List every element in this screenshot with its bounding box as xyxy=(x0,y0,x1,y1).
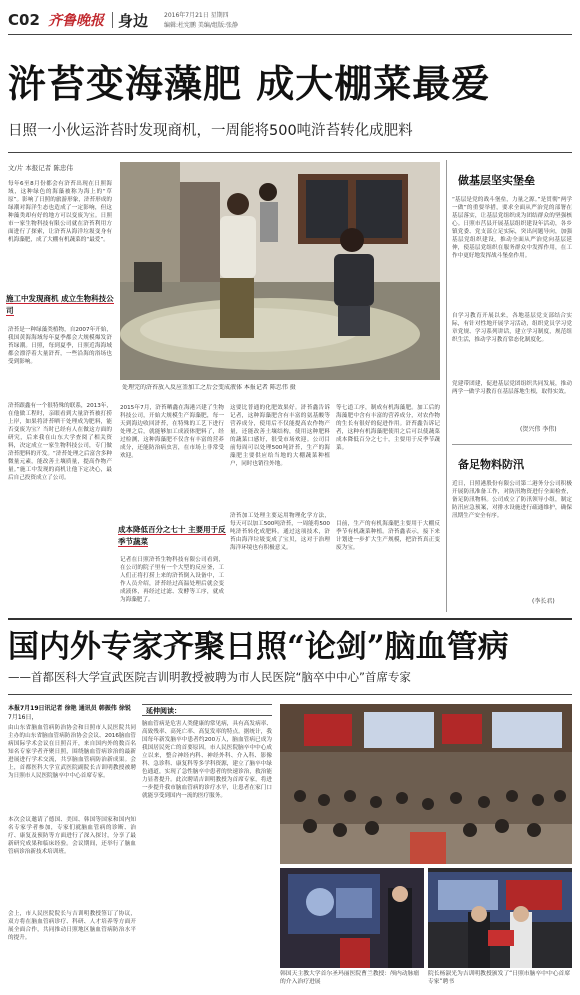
certificate-ceremony-illustration xyxy=(428,868,572,968)
article1-col2: 2015年7月，浒苔晒鑫在海港兴建了生物科技公司，开始大规模生产海藻肥，每一天到海边收回浒苔，在特殊的工艺下进行处理之后，就能够加工成液体肥料了，经过检测，这种海藻肥不仅含有丰富的营养成分，还能防治病虫害，在市场上非常受欢迎。 xyxy=(120,405,224,459)
article2-caption-right: 院长杨淑光为吉训明教授颁发了“日照市脑卒中中心首席专家”聘书 xyxy=(428,971,571,985)
sidebar1-title: 做基层坚实堡垒 xyxy=(458,174,535,187)
article-separator xyxy=(8,618,572,620)
article1-photo-caption: 处理完的浒苔放入反应釜加工之后会变成液体 本报记者 陈忠伟 摄 xyxy=(122,384,296,391)
article1-headline: 浒苔变海藻肥 成大棚菜最爱 xyxy=(8,61,491,106)
article2-col1: 由山东省脑血管病防治协会和日照市人民医院共同主办的山东省脑血管病防治协会会议、2016脑血管病国际学术会议在日照召开，来自国内外的数百名知名专家学者齐聚日照，围绕脑血管病诊治的最新进展进行学术交流，共享脑血管病防治新成果。会上，首都医科大学宣武医院副院长吉训明教授被聘为日照市人民医院脑卒中中心首席专家。 xyxy=(8,725,136,779)
article2-sidebar-label xyxy=(142,704,272,716)
sidebar-divider xyxy=(446,160,447,612)
article1-col1-more: 浒苔跟鑫有一个很特殊的联系，2013年，在他做工程时，亲眼看到大量浒苔被打捞上岸，如果将浒苔晒干处理成为肥料，能否变废为宝？当时已经有人在做这方面的研究，后来我在山东大学查阅了相关资料，决定成立一家生物科技公司，专门做浒苔肥料的开发。“浒苔处理之后富含多种微量元素，能改善土壤质量，提高作物产量。”施工中发现的商机让他下定决心，最后自己投资成立了公司。 xyxy=(8,403,112,481)
article1-col1-top: 每年6至8月份都会有浒苔出现在日照海域，这种绿色的海藻被称为海上的“草原”。影响了日照的旅游形象，浒苔形成的绿潮对海洋生态也造成了一定影响，但这种藻类却有好的地方可以变废为宝。日照市一家生物科技有限公司就在浒苔利用方面进行了探索，让浒苔从海洋垃圾变身有机海藻肥，成了大棚有机蔬菜的“最爱”。 xyxy=(8,181,112,243)
article2-dateline xyxy=(8,704,136,722)
article1-photo xyxy=(120,162,440,380)
article2-photo-main xyxy=(280,704,572,864)
article1-pullquote2 xyxy=(118,524,226,548)
article2-dateline-text: 本报7月19日讯记者 徐艳 通讯员 韩振伟 徐锐 xyxy=(8,705,131,712)
masthead-rule xyxy=(8,34,572,35)
sidebar1-body2: 自学习教育开展以来，各地基层党支部结合实际，有针对性地开展学习活动，组织党员学习党章党规、学习系列讲话，建立学习制度，规范组织生活，推动学习教育常态化制度化。 xyxy=(452,313,572,343)
section-name: 身边 xyxy=(118,12,149,30)
article2-subheadline: ——首都医科大学宣武医院吉训明教授被聘为市人民医院“脑卒中中心”首席专家 xyxy=(8,670,411,684)
date-line: 2016年7月21日 星期四 xyxy=(164,12,229,19)
paper-name: 齐鲁晚报 xyxy=(48,13,104,29)
conference-hall-illustration xyxy=(280,704,572,864)
sidebar2-body: 近日，日照港股份有限公司第二港务分公司积极开展防汛准备工作，对防汛物资进行全面检查，备足防汛物料。公司成立了防汛领导小组，制定防汛应急预案，对排水设施进行疏通维护，确保汛期生产安全有序。 xyxy=(452,481,572,519)
pullquote1-text: 施工中发现商机 成立生物科技公司 xyxy=(6,294,114,315)
article1-photo-illustration xyxy=(120,162,440,380)
article1-col4: 等七道工序，制成有机海藻肥。加工后的海藻肥中含有丰富的营养成分，对农作物的生长有很好的促进作用。浒苔鑫告诉记者，这种有机海藻肥使用之后可以使蔬菜成本降低百分之七十，主要用于反季节蔬菜。 xyxy=(336,405,440,451)
article1-col3-more: 浒苔加工处理主要运用物理化学方法，每天可以加工500吨浒苔，一周能将500吨浒苔转化成肥料。通过这项技术，浒苔由海洋垃圾变成了宝贝，这对于治理海洋环境也有积极意义。 xyxy=(230,513,330,551)
article2-photo-left xyxy=(280,868,424,968)
article2-sidebar-body: 脑血管病是危害人类健康的常见病，具有高发病率、高致残率、高死亡率、高复发率的特点。据统计，我国每年新发脑卒中患者约200万人，脑血管病已成为我国居民死亡的首要原因。市人民医院脑卒中中心成立以来，整合神经内科、神经外科、介入科、影像科、急诊科、康复科等多学科资源，建立了脑卒中绿色通道，实现了急性脑卒中患者的快速诊治，救治能力显著提升。此次聘请吉训明教授为首席专家，将进一步提升我市脑血管病的诊疗水平，让患者在家门口就能享受到国内一流的医疗服务。 xyxy=(142,721,272,799)
article2-top-rule xyxy=(8,694,572,695)
sidebar1-signature: (贺兴伟 李伟) xyxy=(520,426,557,433)
article1-col1-bottom: 浒苔是一种绿藻类植物，自2007年开始，我国黄海海域每年夏季都会大规模爆发浒苔绿潮。日照，每到夏季，日照近海海域都会漂浮着大量浒苔，一些沿海的浴场也受到影响。 xyxy=(8,327,112,365)
masthead xyxy=(8,6,572,32)
sidebar-separator xyxy=(452,444,572,445)
article1-col4-more: 目前，生产的有机海藻肥主要用于大棚反季节有机蔬菜种植。浒苔鑫表示，接下来计划进一步扩大生产规模，把浒苔真正变废为宝。 xyxy=(336,521,440,551)
sidebar2-title: 备足物料防汛 xyxy=(458,458,524,471)
article1-subheadline: 日照一小伙运浒苔时发现商机，一周能将500吨浒苔转化成肥料 xyxy=(8,123,413,139)
sidebar1-body3: 党建带团建，促进基层党团组织共同发展，推动两学一做学习教育在基层落地生根，取得实效。 xyxy=(452,381,572,395)
article2-col1-more: 本次会议邀请了德国、美国、韩国等国家和国内知名专家学者参加，专家们就脑血管病的诊断、治疗、康复及预防等方面进行了深入探讨，分享了最新研究成果和临床经验。会议期间，还举行了脑血管病诊治新技术培训班。 xyxy=(8,817,136,855)
article2-dateline-end: 7月16日， xyxy=(8,714,38,721)
article1-col2-more: 记者在日照浒苔生物科技有限公司看到，在公司的院子里有一个大型的反应釜，工人们正将打捞上来的浒苔倒入设备中，工作人员介绍，浒苔经过高温处理后就会变成液体，再经过过滤、发酵等工序，就成为海藻肥了。 xyxy=(120,557,224,603)
page-code: C02 xyxy=(8,11,40,29)
article1-top-rule xyxy=(8,152,572,153)
article2-headline: 国内外专家齐聚日照“论剑”脑血管病 xyxy=(8,629,509,665)
pullquote2-text: 成本降低百分之七十 主要用于反季节蔬菜 xyxy=(118,525,226,546)
related-reading-label: 延伸阅读： xyxy=(146,707,181,715)
article1-col3: 这要比普通的化肥效果好。浒苔鑫告诉记者，这种海藻肥含有丰富的氨基酸等营养成分，使用后不仅能提高农作物产量，还能改善土壤结构，使用这种肥料的蔬菜口感好，很受市场欢迎。公司目前每周可以处理500吨浒苔，生产的海藻肥主要供应给当地的大棚蔬菜种植户，同时也销往外地。 xyxy=(230,405,330,467)
article1-byline: 文/片 本报记者 陈忠伟 xyxy=(8,164,73,172)
editor-line: 编辑:杜宪鹏 美编/组版:张静 xyxy=(164,22,238,29)
sidebar1-body: “基层是党的战斗堡垒，力量之源。”是贯彻“两学一做”的重要举措，要求全面从严治党的部署在基层落实，让基层党组织成为团结群众的坚强核心。日照市莒县开展基层组织建设年活动，各乡镇党委、党支部立足实际，突出问题导向，加强基层党组织建设，推动全面从严治党向基层延伸，使基层党组织在服务群众中发挥作用，在工作中更好地发挥战斗堡垒作用。 xyxy=(452,197,572,259)
article2-col1-end: 会上，市人民医院院长与吉训明教授签订了协议，双方将在脑血管病诊疗、科研、人才培养等方面开展全面合作，共同推动日照地区脑血管病防治水平的提升。 xyxy=(8,911,136,941)
sidebar2-signature: (李长君) xyxy=(532,598,555,605)
article1-pullquote1 xyxy=(6,293,114,317)
article2-photo-right xyxy=(428,868,572,968)
speaker-illustration xyxy=(280,868,424,968)
section-divider xyxy=(112,12,113,28)
article2-caption-left: 韩国天主教大学首尔圣玛丽医院曹兰教授：颅内动脉瘤的介入治疗进展 xyxy=(280,971,420,985)
